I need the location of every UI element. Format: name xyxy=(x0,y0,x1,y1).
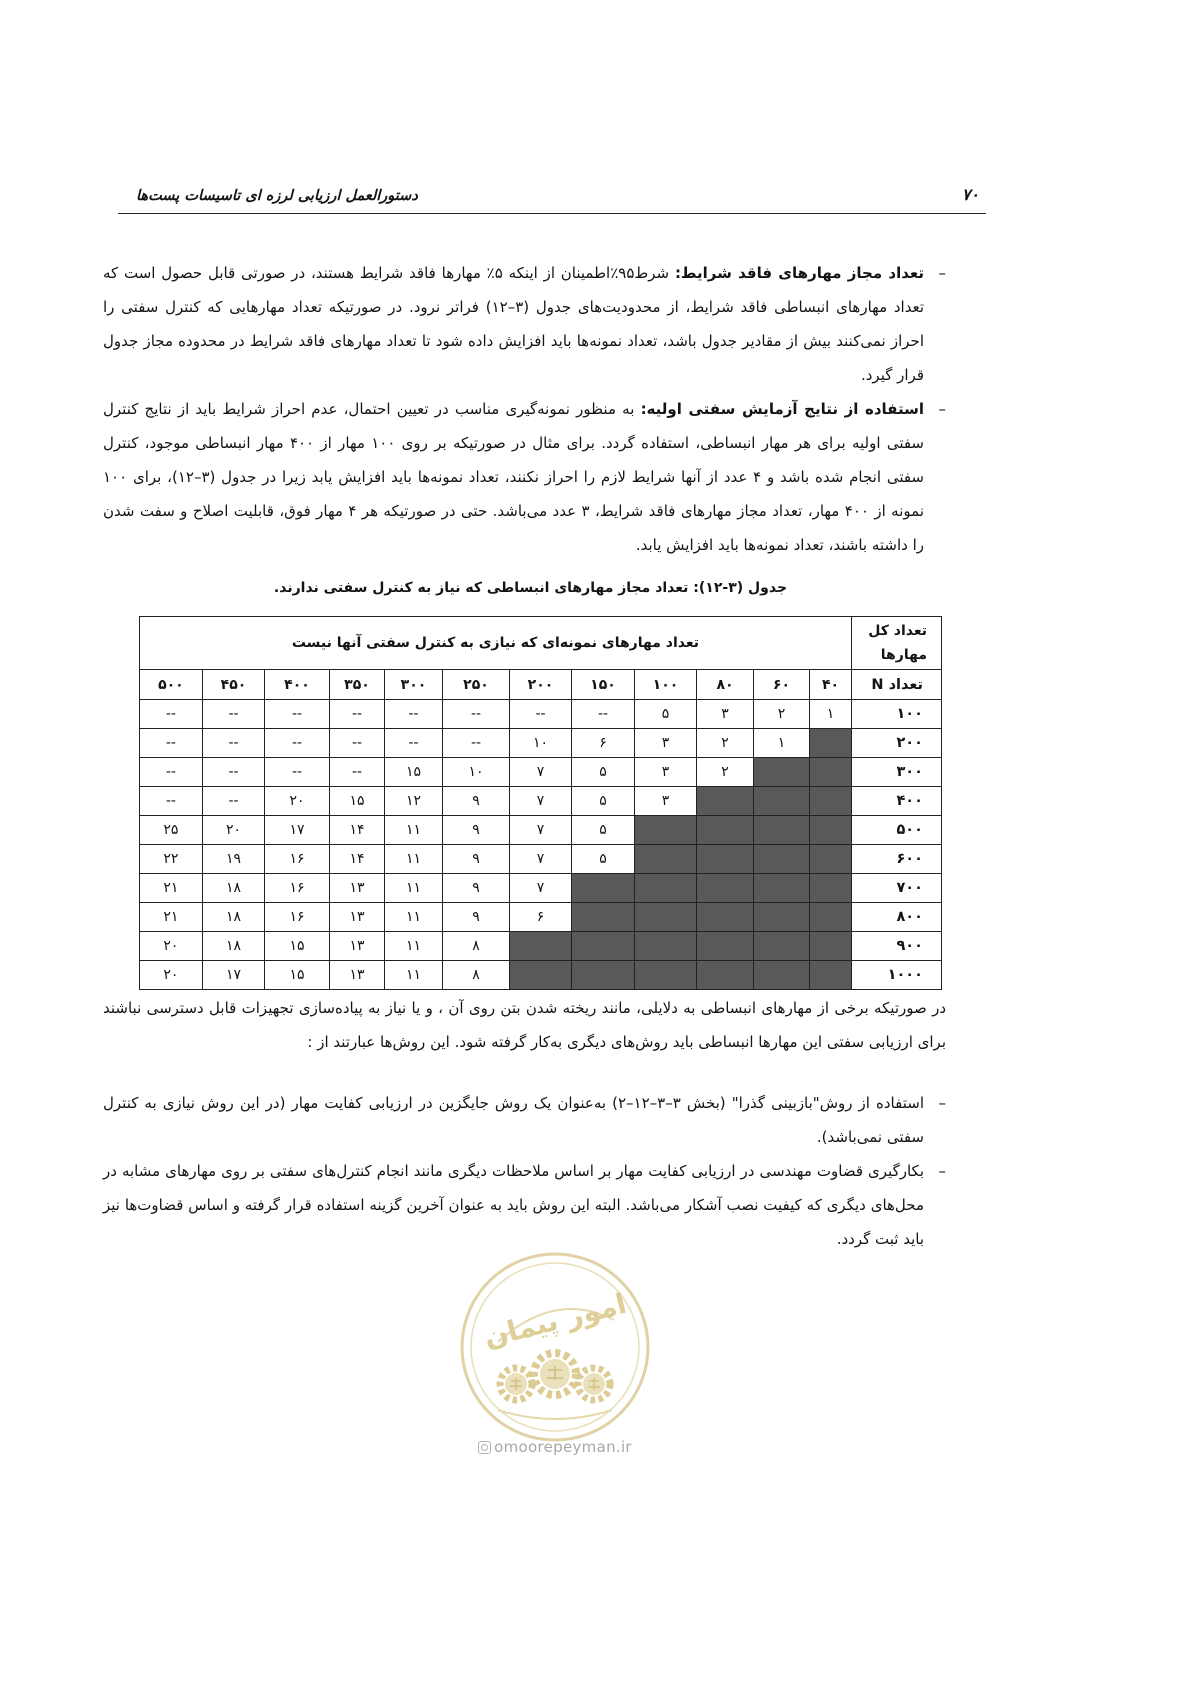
allowed-count-cell: ۲۱ xyxy=(139,874,202,903)
shaded-cell xyxy=(635,874,697,903)
sample-size-header: ۳۰۰ xyxy=(385,670,443,700)
allowed-count-cell: ۱۸ xyxy=(203,903,265,932)
total-anchors-cell: ۱۰۰۰ xyxy=(852,961,942,990)
allowed-count-cell: ۱۱ xyxy=(385,816,443,845)
sample-size-header: ۱۰۰ xyxy=(635,670,697,700)
alternative-methods-list xyxy=(103,1086,946,1256)
shaded-cell xyxy=(697,903,754,932)
bullet-text xyxy=(103,392,924,562)
shaded-cell xyxy=(810,903,852,932)
shaded-cell xyxy=(810,758,852,787)
allowed-count-cell: -- xyxy=(443,700,510,729)
bullet-body: بکارگیری قضاوت مهندسی در ارزیابی کفایت مهار بر اساس ملاحظات دیگری مانند انجام کنترل‌های سفتی بر روی مهارهای مشابه در محل‌های دیگری که کیفیت نصب آشکار می‌باشد. البته این روش باید به عنوان آخرین گزینه استفاده قرار گرفته و اساس قضاوت‌ها نیز باید ثبت گردد. xyxy=(103,1162,924,1248)
table-row xyxy=(139,932,941,961)
logo-base-line xyxy=(498,1410,612,1419)
allowed-count-cell: ۸ xyxy=(443,932,510,961)
shaded-cell xyxy=(810,816,852,845)
allowed-count-cell: ۱۵ xyxy=(330,787,385,816)
allowed-count-cell: ۱۴ xyxy=(330,816,385,845)
allowed-count-cell: -- xyxy=(330,700,385,729)
bullet-body: به منظور نمونه‌گیری مناسب در تعیین احتمال، عدم احراز شرایط باید از نتایج کنترل سفتی اولیه برای هر مهار انبساطی، استفاده گردد. برای مثال در صورتیکه بر روی ۱۰۰ مهار از ۴۰۰ مهار انبساطی موجود، کنترل سفتی انجام شده باشد و ۴ عدد از آنها شرایط لازم را احراز نکنند، تعداد نمونه‌ها باید افزایش یابد زیرا در جدول (۳–۱۲)، برای ۱۰۰ نمونه از ۴۰۰ مهار، تعداد مجاز مهارهای فاقد شرایط، ۳ عدد می‌باشد. حتی در صورتیکه هر ۴ مهار فوق، قابلیت اصلاح و سفت شدن را داشته باشند، تعداد نمونه‌ها باید افزایش یابد. xyxy=(103,400,925,554)
allowed-count-cell: ۱۵ xyxy=(385,758,443,787)
shaded-cell xyxy=(754,758,810,787)
allowed-count-cell: ۲۰ xyxy=(139,961,202,990)
allowed-count-cell: ۲۰ xyxy=(265,787,330,816)
allowed-anchors-table xyxy=(139,616,942,990)
allowed-count-cell: ۷ xyxy=(510,845,572,874)
bullet-item-initial-test xyxy=(103,392,946,562)
total-anchors-cell: ۲۰۰ xyxy=(852,729,942,758)
bullet-item-engineering-judgment xyxy=(103,1154,946,1256)
bullet-title: تعداد مجاز مهارهای فاقد شرایط: xyxy=(674,264,925,282)
allowed-count-cell: -- xyxy=(385,729,443,758)
table-header-row xyxy=(139,617,941,670)
table-row xyxy=(139,700,941,729)
allowed-count-cell: ۱۳ xyxy=(330,932,385,961)
allowed-count-cell: ۳ xyxy=(635,787,697,816)
shaded-cell xyxy=(810,961,852,990)
allowed-count-cell: ۱۱ xyxy=(385,874,443,903)
sample-size-header: ۱۵۰ xyxy=(572,670,635,700)
allowed-count-cell: ۵ xyxy=(572,758,635,787)
allowed-count-cell: ۵ xyxy=(572,816,635,845)
allowed-count-cell: -- xyxy=(330,729,385,758)
allowed-count-cell: ۱۶ xyxy=(265,845,330,874)
allowed-count-cell: ۱۸ xyxy=(203,932,265,961)
watermark-url-text: omoorepeyman.ir xyxy=(494,1438,632,1456)
allowed-count-cell: -- xyxy=(265,758,330,787)
allowed-count-cell: ۹ xyxy=(443,787,510,816)
sample-size-header: ۳۵۰ xyxy=(330,670,385,700)
bullet-text xyxy=(103,256,924,392)
allowed-count-cell: ۱۱ xyxy=(385,961,443,990)
shaded-cell xyxy=(754,845,810,874)
page-number: ۷۰ xyxy=(961,185,979,204)
allowed-count-cell: ۱ xyxy=(754,729,810,758)
sample-size-header: ۸۰ xyxy=(697,670,754,700)
table-row xyxy=(139,816,941,845)
bullet-item-walkdown xyxy=(103,1086,946,1154)
body-paragraph: در صورتیکه برخی از مهارهای انبساطی به دلایلی، مانند ریخته شدن بتن روی آن ، و یا نیاز به پیاده‌سازی تجهیزات قابل دسترسی نباشند برای ارزیابی سفتی این مهارها انبساطی باید روش‌های دیگری به‌کار گرفته شود. این روش‌ها عبارتند از : xyxy=(103,999,946,1051)
total-anchors-header xyxy=(852,617,942,670)
n-label-header: تعداد N xyxy=(852,670,942,700)
running-header-title: دستورالعمل ارزیابی لرزه ای تاسیسات پست‌ها xyxy=(136,188,418,204)
table-row xyxy=(139,729,941,758)
allowed-count-cell: ۳ xyxy=(635,758,697,787)
sample-size-header: ۲۰۰ xyxy=(510,670,572,700)
allowed-count-cell: ۱۳ xyxy=(330,874,385,903)
table-row xyxy=(139,758,941,787)
shaded-cell xyxy=(572,874,635,903)
allowed-count-cell: -- xyxy=(385,700,443,729)
header-divider xyxy=(118,213,986,214)
shaded-cell xyxy=(810,729,852,758)
watermark-logo xyxy=(458,1250,652,1444)
allowed-count-cell: ۵ xyxy=(572,787,635,816)
allowed-count-cell: ۱ xyxy=(810,700,852,729)
shaded-cell xyxy=(635,961,697,990)
allowed-count-cell: ۱۱ xyxy=(385,932,443,961)
shaded-cell xyxy=(697,787,754,816)
allowed-count-cell: ۱۴ xyxy=(330,845,385,874)
allowed-count-cell: ۷ xyxy=(510,758,572,787)
total-anchors-cell: ۴۰۰ xyxy=(852,787,942,816)
allowed-count-cell: ۱۲ xyxy=(385,787,443,816)
total-anchors-cell: ۵۰۰ xyxy=(852,816,942,845)
sample-size-header: ۲۵۰ xyxy=(443,670,510,700)
total-anchors-cell: ۷۰۰ xyxy=(852,874,942,903)
allowed-count-cell: ۲ xyxy=(697,758,754,787)
shaded-cell xyxy=(810,932,852,961)
logo-lettering: امور پیمان xyxy=(480,1286,630,1355)
shaded-cell xyxy=(810,845,852,874)
allowed-count-cell: ۹ xyxy=(443,845,510,874)
shaded-cell xyxy=(572,932,635,961)
shaded-cell xyxy=(754,816,810,845)
allowed-count-cell: ۷ xyxy=(510,787,572,816)
shaded-cell xyxy=(572,903,635,932)
shaded-cell xyxy=(635,816,697,845)
shaded-cell xyxy=(697,932,754,961)
shaded-cell xyxy=(697,874,754,903)
allowed-count-cell: ۱۵ xyxy=(265,961,330,990)
allowed-count-cell: -- xyxy=(510,700,572,729)
allowed-count-cell: -- xyxy=(203,758,265,787)
bullet-marker: – xyxy=(938,264,946,282)
allowed-count-cell: ۳ xyxy=(635,729,697,758)
allowed-count-cell: ۷ xyxy=(510,874,572,903)
allowed-count-cell: ۲۵ xyxy=(139,816,202,845)
sample-size-header: ۵۰۰ xyxy=(139,670,202,700)
allowed-count-cell: ۲ xyxy=(754,700,810,729)
allowed-count-cell: ۳ xyxy=(697,700,754,729)
shaded-cell xyxy=(697,961,754,990)
watermark-url xyxy=(462,1436,648,1458)
allowed-count-cell: -- xyxy=(139,700,202,729)
allowed-count-cell: ۲ xyxy=(697,729,754,758)
total-anchors-header-line: تعداد کل xyxy=(868,623,927,639)
table-row xyxy=(139,845,941,874)
allowed-count-cell: ۱۵ xyxy=(265,932,330,961)
shaded-cell xyxy=(635,932,697,961)
allowed-count-cell: ۲۰ xyxy=(139,932,202,961)
allowed-count-cell: -- xyxy=(139,787,202,816)
table-body xyxy=(139,700,941,990)
allowed-count-cell: ۱۰ xyxy=(510,729,572,758)
allowed-count-cell: ۱۷ xyxy=(265,816,330,845)
allowed-count-cell: ۹ xyxy=(443,903,510,932)
allowed-count-cell: ۵ xyxy=(572,845,635,874)
shaded-cell xyxy=(754,787,810,816)
allowed-count-cell: -- xyxy=(265,729,330,758)
shaded-cell xyxy=(510,932,572,961)
shaded-cell xyxy=(754,961,810,990)
allowed-count-cell: ۱۶ xyxy=(265,874,330,903)
allowed-count-cell: ۸ xyxy=(443,961,510,990)
allowed-count-cell: -- xyxy=(203,729,265,758)
shaded-cell xyxy=(754,874,810,903)
table-head xyxy=(139,617,941,700)
allowed-count-cell: -- xyxy=(265,700,330,729)
allowed-count-cell: ۱۱ xyxy=(385,903,443,932)
table-subheader-row xyxy=(139,670,941,700)
allowed-count-cell: -- xyxy=(139,729,202,758)
allowed-count-cell: ۱۹ xyxy=(203,845,265,874)
gear-icon xyxy=(534,1353,576,1395)
table-row xyxy=(139,961,941,990)
shaded-cell xyxy=(697,816,754,845)
bullet-body: شرط۹۵٪اطمینان از اینکه ۵٪ مهارها فاقد شرایط هستند، در صورتی قابل حصول است که تعداد مهارهای انبساطی فاقد شرایط، از محدودیت‌های جدول (۳–۱۲) فراتر نرود. در صورتیکه تعداد مهارهایی که کنترل سفتی را احراز نمی‌کنند بیش از مقادیر جدول باشد، تعداد نمونه‌ها باید افزایش داده شود تا تعداد مهارهای فاقد شرایط در محدوده مجاز جدول قرار گیرد. xyxy=(103,264,924,384)
bullet-title: استفاده از نتایج آزمایش سفتی اولیه: xyxy=(640,400,924,418)
sample-size-header: ۴۰ xyxy=(810,670,852,700)
sample-size-header: ۶۰ xyxy=(754,670,810,700)
total-anchors-cell: ۱۰۰ xyxy=(852,700,942,729)
instagram-icon xyxy=(478,1441,491,1454)
allowed-count-cell: ۱۱ xyxy=(385,845,443,874)
allowed-count-cell: -- xyxy=(139,758,202,787)
sample-size-header: ۴۰۰ xyxy=(265,670,330,700)
bullet-body: استفاده از روش"بازبینی گذرا" (بخش ۳–۳–۱۲–۲) به‌عنوان یک روش جایگزین در ارزیابی کفایت مهار (در این روش نیازی به کنترل سفتی نمی‌باشد). xyxy=(103,1094,924,1146)
shaded-cell xyxy=(697,845,754,874)
shaded-cell xyxy=(572,961,635,990)
allowed-count-cell: ۲۱ xyxy=(139,903,202,932)
main-content xyxy=(103,256,946,1256)
allowed-count-cell: ۱۶ xyxy=(265,903,330,932)
table-row xyxy=(139,903,941,932)
allowed-count-cell: -- xyxy=(203,700,265,729)
gear-icon xyxy=(500,1368,532,1400)
allowed-count-cell: -- xyxy=(443,729,510,758)
allowed-count-cell: ۶ xyxy=(510,903,572,932)
allowed-count-cell: ۶ xyxy=(572,729,635,758)
shaded-cell xyxy=(754,903,810,932)
shaded-cell xyxy=(510,961,572,990)
table-row xyxy=(139,787,941,816)
total-anchors-cell: ۶۰۰ xyxy=(852,845,942,874)
allowed-count-cell: -- xyxy=(203,787,265,816)
total-anchors-header-line: مهارها xyxy=(880,647,927,663)
shaded-cell xyxy=(810,874,852,903)
total-anchors-cell: ۸۰۰ xyxy=(852,903,942,932)
allowed-count-cell: -- xyxy=(330,758,385,787)
allowed-count-cell: ۱۳ xyxy=(330,903,385,932)
sample-size-header: ۴۵۰ xyxy=(203,670,265,700)
shaded-cell xyxy=(810,787,852,816)
total-anchors-cell: ۳۰۰ xyxy=(852,758,942,787)
shaded-cell xyxy=(754,932,810,961)
allowed-count-cell: ۷ xyxy=(510,816,572,845)
allowed-count-cell: ۱۷ xyxy=(203,961,265,990)
allowed-count-cell: ۵ xyxy=(635,700,697,729)
allowed-count-cell: ۹ xyxy=(443,874,510,903)
table-caption: جدول (۳-۱۲): تعداد مجاز مهارهای انبساطی که نیاز به کنترل سفتی ندارند. xyxy=(273,580,788,596)
allowed-count-cell: ۱۳ xyxy=(330,961,385,990)
gear-icon xyxy=(578,1368,610,1400)
shaded-cell xyxy=(635,903,697,932)
bullet-item-allowed-count xyxy=(103,256,946,392)
bullet-marker: – xyxy=(938,1162,946,1180)
sample-anchors-group-header: تعداد مهارهای نمونه‌ای که نیازی به کنترل سفتی آنها نیست xyxy=(139,617,851,670)
allowed-count-cell: ۱۰ xyxy=(443,758,510,787)
allowed-count-cell: ۹ xyxy=(443,816,510,845)
shaded-cell xyxy=(635,845,697,874)
bullet-marker: – xyxy=(938,1094,946,1112)
allowed-count-cell: -- xyxy=(572,700,635,729)
total-anchors-cell: ۹۰۰ xyxy=(852,932,942,961)
allowed-count-cell: ۲۲ xyxy=(139,845,202,874)
bullet-marker: – xyxy=(938,400,946,418)
table-row xyxy=(139,874,941,903)
allowed-count-cell: ۱۸ xyxy=(203,874,265,903)
allowed-count-cell: ۲۰ xyxy=(203,816,265,845)
